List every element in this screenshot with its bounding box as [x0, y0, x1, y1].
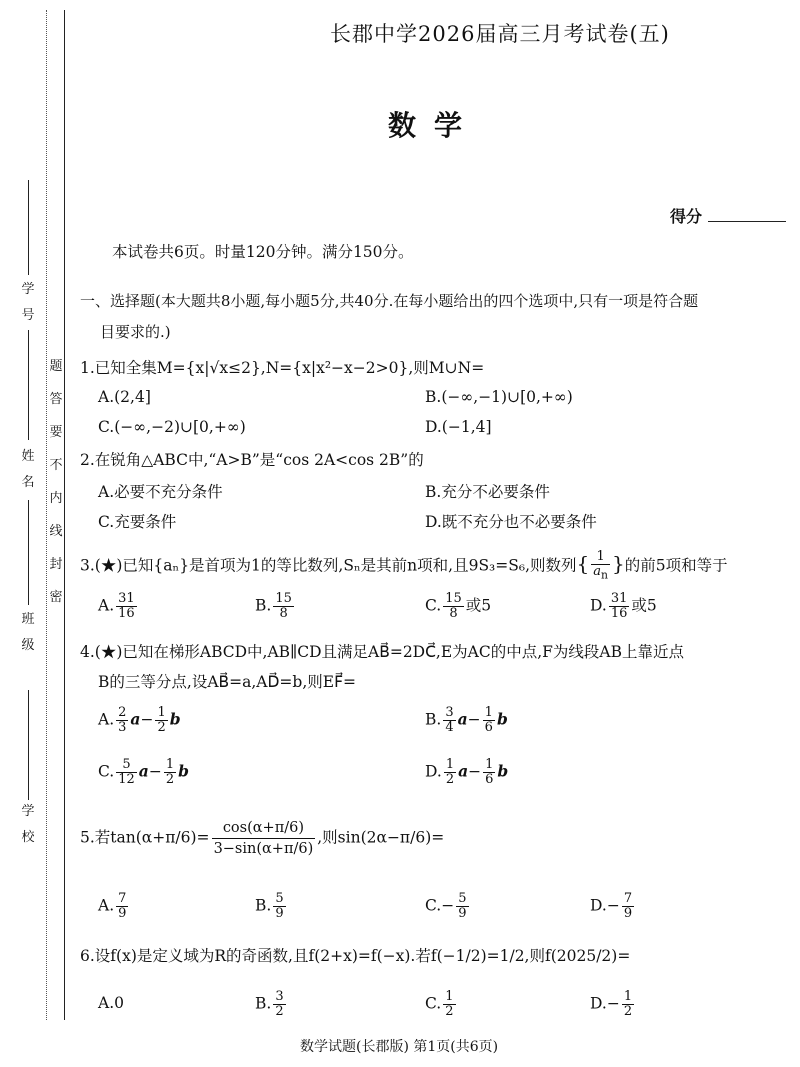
q4-option-d: D. $\frac{1}{2}$ a− $\frac{1}{6}$ b	[425, 757, 509, 787]
q6-option-d: D.− $\frac{1}{2}$	[590, 989, 633, 1019]
question-5: 5.若tan(α+π/6)= $\frac{\cos(\alpha+\pi/6)}{3-\sin(\alpha+\pi/6)}$ ,则sin(2α−π/6)=	[80, 820, 445, 857]
q2-option-b: B.充分不必要条件	[425, 483, 550, 501]
label-name: 姓 名	[21, 449, 35, 490]
q1-option-a: A.(2,4]	[98, 388, 151, 406]
q2-option-c: C.充要条件	[98, 513, 177, 531]
label-class: 班 级	[21, 612, 35, 653]
label-school: 学 校	[21, 804, 35, 845]
q2-option-a: A.必要不充分条件	[98, 483, 223, 501]
q4-option-c: C. $\frac{5}{12}$ a− $\frac{1}{2}$ b	[98, 757, 189, 787]
q4-option-b: B. $\frac{3}{4}$ a− $\frac{1}{6}$ b	[425, 705, 508, 735]
q3-option-c: C. $\frac{15}{8}$ 或5	[425, 591, 492, 621]
underline-student-id	[28, 180, 29, 275]
q3-option-a: A. $\frac{31}{16}$	[98, 591, 135, 621]
q2-option-d: D.既不充分也不必要条件	[425, 513, 597, 531]
seal-text: 题 答 要 不 内 线 封 密	[49, 359, 63, 605]
subject-title: 数学	[388, 109, 481, 142]
label-student-id: 学 号	[21, 282, 35, 323]
q5-option-a: A. $\frac{7}{9}$	[98, 891, 127, 921]
seal-dotted-line	[46, 10, 47, 1020]
q3-seq-frac: $\frac{1}{a_n}$	[593, 549, 609, 582]
q5-option-d: D.− $\frac{7}{9}$	[590, 891, 633, 921]
q5-option-b: B. $\frac{5}{9}$	[255, 891, 284, 921]
exam-title: 长郡中学2026届高三月考试卷(五)	[330, 22, 670, 46]
q4-option-a: A. $\frac{2}{3}$ a− $\frac{1}{2}$ b	[98, 705, 181, 735]
q1-option-b: B.(−∞,−1)∪[0,+∞)	[425, 388, 573, 406]
score-label: 得分	[670, 207, 703, 226]
underline-school	[28, 690, 29, 800]
question-3: 3.(★)已知{aₙ}是首项为1的等比数列,Sₙ是其前n项和,且9S₃=S₆,则数列{ $\frac{1}{a_n}$ }的前5项和等于	[80, 549, 728, 582]
q6-option-c: C. $\frac{1}{2}$	[425, 989, 454, 1019]
q1-option-c: C.(−∞,−2)∪[0,+∞)	[98, 418, 246, 436]
q6-option-b: B. $\frac{3}{2}$	[255, 989, 284, 1019]
exam-intro: 本试卷共6页。时量120分钟。满分150分。	[112, 243, 414, 261]
q5-fraction: $\frac{\cos(\alpha+\pi/6)}{3-\sin(\alpha+\pi/6)}$	[213, 820, 314, 857]
q3-option-d: D. $\frac{31}{16}$ 或5	[590, 591, 657, 621]
q3-stem-b: 的前5项和等于	[624, 556, 728, 575]
underline-name	[28, 330, 29, 440]
binding-line	[64, 10, 65, 1020]
section-title-cont: 目要求的.)	[100, 323, 171, 341]
section-title: 一、选择题(本大题共8小题,每小题5分,共40分.在每小题给出的四个选项中,只有一项是符合题	[80, 292, 699, 310]
question-4: 4.(★)已知在梯形ABCD中,AB∥CD且满足AB⃗=2DC⃗,E为AC的中点,F为线段AB上靠近点	[80, 643, 684, 661]
score-blank	[708, 221, 786, 222]
q1-option-d: D.(−1,4]	[425, 418, 492, 436]
question-4-cont: B的三等分点,设AB⃗=a,AD⃗=b,则EF⃗=	[98, 673, 356, 691]
question-6: 6.设f(x)是定义域为R的奇函数,且f(2+x)=f(−x).若f(−1/2)=1/2,则f(2025/2)=	[80, 947, 631, 965]
question-1: 1.已知全集M={x|√x≤2},N={x|x²−x−2>0},则M∪N=	[80, 359, 485, 377]
page-footer: 数学试题(长郡版) 第1页(共6页)	[300, 1039, 499, 1055]
q3-option-b: B. $\frac{15}{8}$	[255, 591, 292, 621]
q5-option-c: C.− $\frac{5}{9}$	[425, 891, 467, 921]
question-2: 2.在锐角△ABC中,“A>B”是“cos 2A<cos 2B”的	[80, 451, 424, 469]
q3-stem-a: 3.(★)已知{aₙ}是首项为1的等比数列,Sₙ是其前n项和,且9S₃=S₆,则数列	[80, 556, 577, 575]
underline-class	[28, 500, 29, 605]
q6-option-a: A.0	[98, 994, 124, 1012]
